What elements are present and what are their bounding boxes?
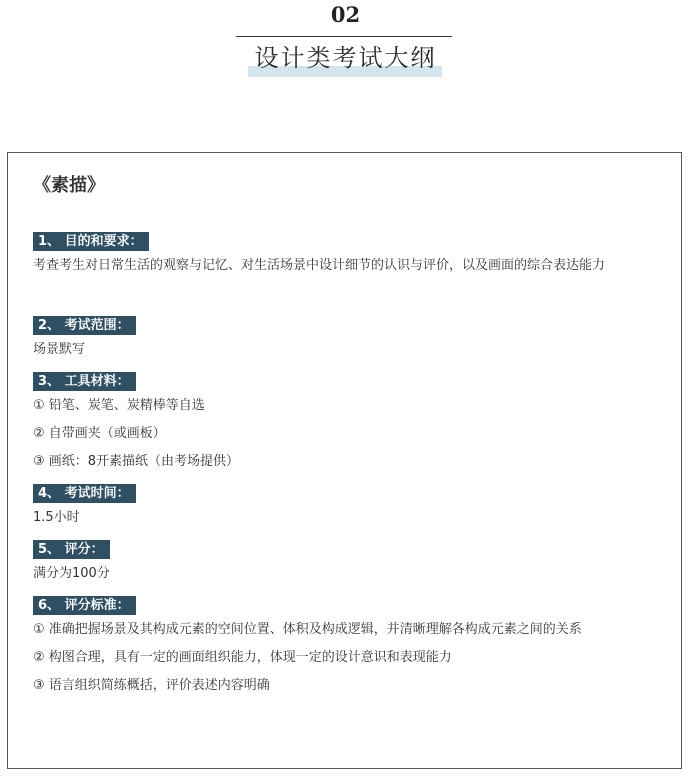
section-duration (33, 482, 663, 532)
section-score (33, 538, 663, 588)
section-text: 场景默写 (33, 342, 86, 357)
list-item: ② 自带画夹（或画板） (33, 426, 166, 441)
list-item: ③ 画纸：8开素描纸（由考场提供） (33, 454, 240, 469)
section-purpose (33, 230, 663, 280)
list-item: ② 构图合理，具有一定的画面组织能力，体现一定的设计意识和表现能力 (33, 650, 452, 665)
section-text: 1.5小时 (33, 510, 80, 525)
section-heading: 1、 目的和要求： (33, 232, 149, 251)
subject-title: 《素描》 (33, 175, 105, 196)
syllabus-box (7, 152, 682, 769)
section-heading: 2、 考试范围： (33, 316, 136, 335)
list-item: ① 准确把握场景及其构成元素的空间位置、体积及构成逻辑，并清晰理解各构成元素之间的关系 (33, 622, 582, 637)
page-header (0, 0, 691, 90)
section-scope (33, 314, 663, 364)
section-heading: 3、 工具材料： (33, 372, 136, 391)
section-heading: 5、 评分： (33, 540, 110, 559)
page-title: 设计类考试大纲 (254, 44, 437, 72)
section-text: 满分为100分 (33, 566, 110, 581)
section-heading: 6、 评分标准： (33, 596, 136, 615)
header-divider (236, 36, 452, 37)
section-criteria (33, 594, 663, 700)
section-text: 考查考生对日常生活的观察与记忆、对生活场景中设计细节的认识与评价，以及画面的综合表达能力 (33, 258, 606, 273)
list-item: ① 铅笔、炭笔、炭精棒等自选 (33, 398, 205, 413)
list-item: ③ 语言组织简练概括，评价表述内容明确 (33, 678, 270, 693)
section-materials (33, 370, 663, 476)
section-heading: 4、 考试时间： (33, 484, 136, 503)
section-number: 02 (330, 2, 361, 27)
